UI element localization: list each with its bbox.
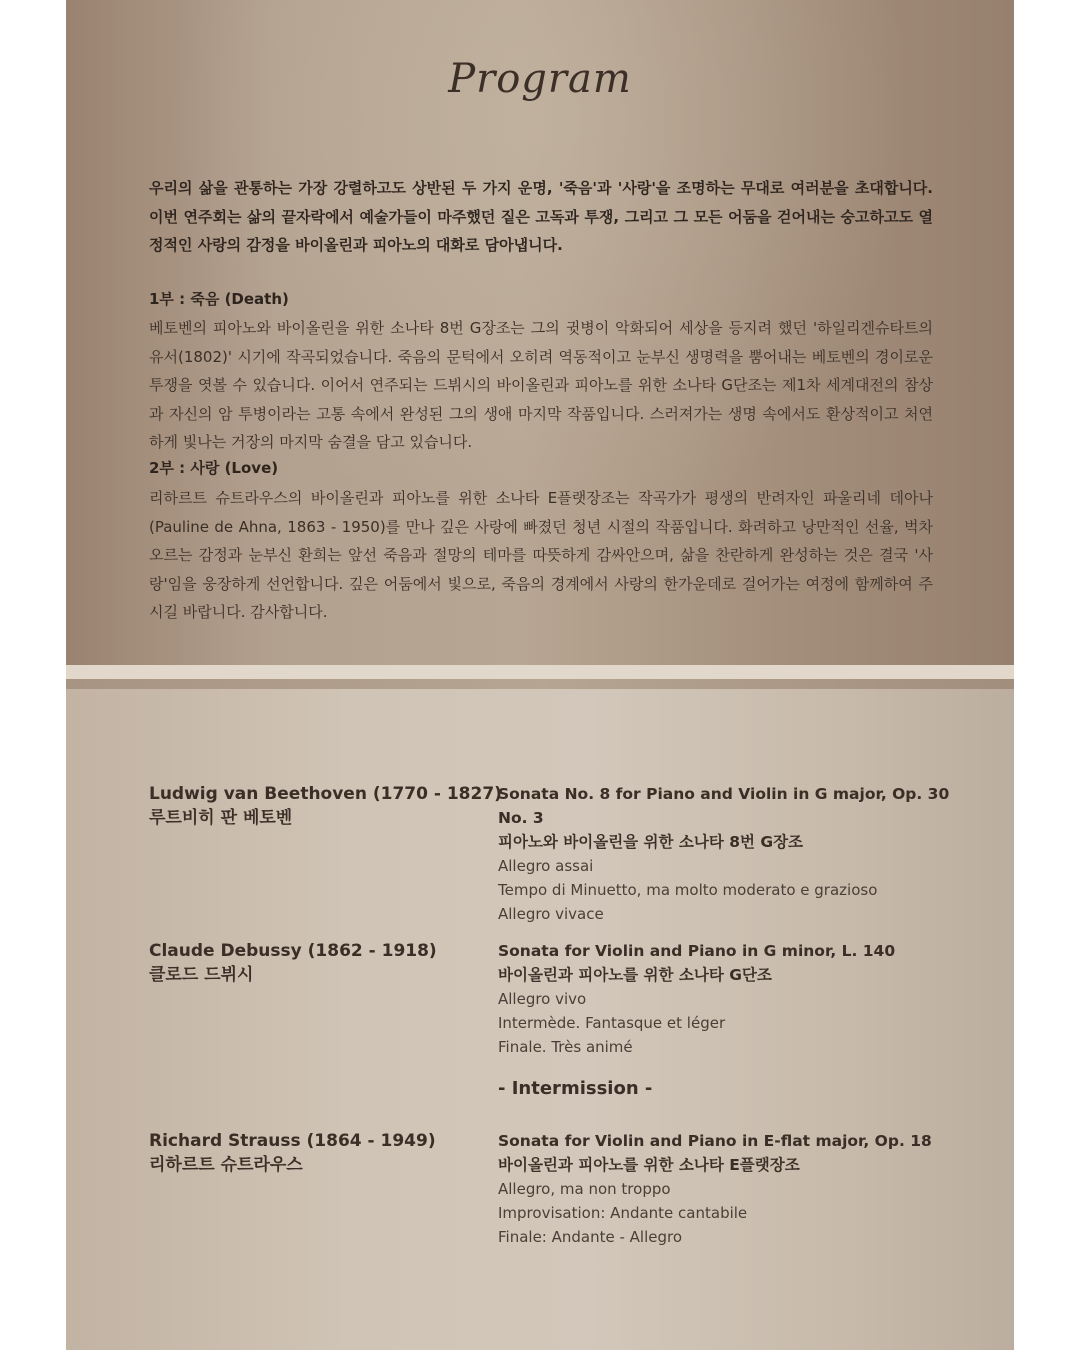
program-item-work	[498, 782, 968, 926]
part-2-heading: 2부 : 사랑 (Love)	[149, 459, 279, 477]
movement: Allegro vivo	[498, 990, 587, 1008]
part-2-body: 리하르트 슈트라우스의 바이올린과 피아노를 위한 소나타 E플랫장조는 작곡가가 평생의 반려자인 파울리네 데아나(Pauline de Ahna, 1863 - 1950)를 만나 깊은 사랑에 빠졌던 청년 시절의 작품입니다. 화려하고 낭만적인 선율, 벅차오르는 감정과 눈부신 환희는 앞선 죽음과 절망의 테마를 따뜻하게 감싸안으며, 삶을 찬란하게 완성하는 것은 결국 '사랑'임을 웅장하게 선언합니다. 깊은 어둠에서 빛으로, 죽음의 경계에서 사랑의 한가운데로 걸어가는 여정에 함께하여 주시길 바랍니다. 감사합니다.	[149, 489, 933, 621]
movement: Finale: Andante - Allegro	[498, 1228, 683, 1246]
program-item-composer	[149, 782, 502, 830]
intermission-label: - Intermission -	[498, 1078, 653, 1099]
work-title: Sonata for Violin and Piano in G minor, L. 140	[498, 942, 896, 960]
work-title-kr: 피아노와 바이올린을 위한 소나타 8번 G장조	[498, 833, 804, 851]
work-title: Sonata No. 8 for Piano and Violin in G major, Op. 30 No. 3	[498, 785, 950, 827]
movement: Allegro assai	[498, 857, 594, 875]
divider-band	[66, 665, 1014, 679]
work-title-kr: 바이올린과 피아노를 위한 소나타 G단조	[498, 966, 772, 984]
program-notes-panel	[66, 0, 1014, 665]
composer-name-kr: 루트비히 판 베토벤	[149, 808, 293, 828]
movement: Allegro, ma non troppo	[498, 1180, 671, 1198]
program-sheet	[66, 0, 1014, 1350]
part-1-body: 베토벤의 피아노와 바이올린을 위한 소나타 8번 G장조는 그의 귓병이 악화되어 세상을 등지려 했던 '하일리겐슈타트의 유서(1802)' 시기에 작곡되었습니다. 죽음의 문턱에서 오히려 역동적이고 눈부신 생명력을 뿜어내는 베토벤의 경이로운 투쟁을 엿볼 수 있습니다. 이어서 연주되는 드뷔시의 바이올린과 피아노를 위한 소나타 G단조는 제1차 세계대전의 참상과 자신의 암 투병이라는 고통 속에서 완성된 그의 생애 마지막 작품입니다. 스러져가는 생명 속에서도 환상적이고 처연하게 빛나는 거장의 마지막 숨결을 담고 있습니다.	[149, 319, 933, 451]
composer-name: Claude Debussy (1862 - 1918)	[149, 941, 437, 961]
divider-band-dark	[66, 679, 1014, 689]
program-item-composer	[149, 939, 437, 987]
composer-name: Richard Strauss (1864 - 1949)	[149, 1131, 436, 1151]
intro-paragraph: 우리의 삶을 관통하는 가장 강렬하고도 상반된 두 가지 운명, '죽음'과 '사랑'을 조명하는 무대로 여러분을 초대합니다. 이번 연주회는 삶의 끝자락에서 예술가들이 마주했던 짙은 고독과 투쟁, 그리고 그 모든 어둠을 걷어내는 숭고하고도 열정적인 사랑의 감정을 바이올린과 피아노의 대화로 담아냅니다.	[149, 179, 933, 254]
movement: Intermède. Fantasque et léger	[498, 1014, 726, 1032]
work-title: Sonata for Violin and Piano in E-flat major, Op. 18	[498, 1132, 932, 1150]
movement: Tempo di Minuetto, ma molto moderato e grazioso	[498, 881, 878, 899]
composer-name: Ludwig van Beethoven (1770 - 1827)	[149, 784, 502, 804]
page-title: Program	[448, 56, 632, 102]
movement: Allegro vivace	[498, 905, 604, 923]
part-1-heading: 1부 : 죽음 (Death)	[149, 290, 289, 308]
composer-name-kr: 클로드 드뷔시	[149, 965, 254, 985]
program-item-work	[498, 939, 968, 1059]
program-item-work	[498, 1129, 968, 1249]
movement: Finale. Très animé	[498, 1038, 633, 1056]
program-item-composer	[149, 1129, 436, 1177]
movement: Improvisation: Andante cantabile	[498, 1204, 748, 1222]
work-title-kr: 바이올린과 피아노를 위한 소나타 E플랫장조	[498, 1156, 800, 1174]
composer-name-kr: 리하르트 슈트라우스	[149, 1155, 303, 1175]
